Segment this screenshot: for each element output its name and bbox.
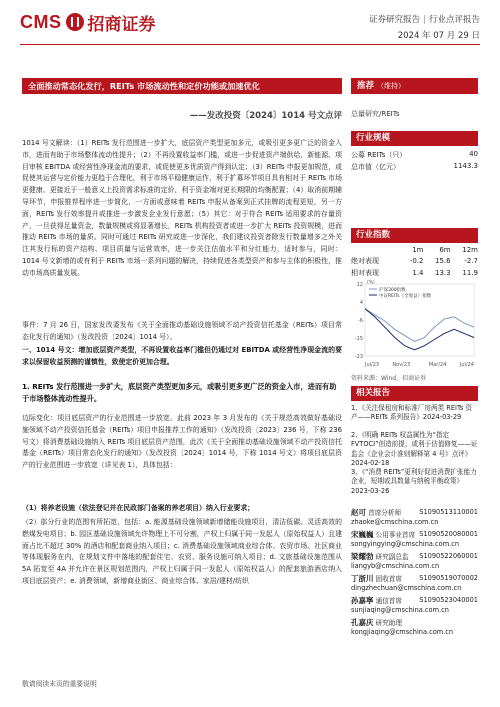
report-header-meta: 证券研究报告 | 行业点评报告 2024 年 07 月 29 日: [369, 12, 480, 44]
related-reports-header: 相关报告: [351, 386, 478, 401]
y-tick-label: 12: [356, 282, 363, 288]
analyst-entry: 丁浙川 固收首席 S1090519070002 dingzhechuan@cmschina.com.cn: [351, 574, 478, 592]
report-category: 总量研究/REITs: [351, 110, 400, 118]
chart-source: 资料来源：Wind，招商证券: [351, 375, 427, 382]
x-tick-label: Jul/23: [365, 362, 380, 368]
related-report-item[interactable]: 3、《“消费 REITs”更利好促进消费扩张能力企业，短期或具数量与纳税平衡政策》2023-03-26: [351, 468, 477, 495]
table-row: 1m 6m 12m: [412, 246, 478, 254]
report-title: 全面推动常态化发行，REITs 市场流动性和定价功能或加速优化: [22, 78, 342, 94]
analyst-email[interactable]: kongjiaqing@cmschina.com.cn: [351, 628, 454, 636]
report-subtitle: ——发改投资〔2024〕1014 号文点评: [189, 111, 342, 121]
analyst-email[interactable]: zhaoke@cmschina.com.cn: [351, 518, 439, 526]
report-date: 2024 年 07 月 29 日: [397, 31, 480, 41]
logo-badge-icon: [66, 13, 84, 31]
industry-scale-row: 公募 REITs（只） 40: [351, 150, 478, 159]
industry-index-header: 行业指数: [351, 228, 478, 243]
legend-label: 中证REITs（全收益）指数: [379, 293, 432, 299]
analyst-entry: 孙嘉寧 通信首席 S1090523040001 sunjiaqing@cmschina.com.cn: [351, 596, 478, 614]
legend-title: (%): [367, 280, 375, 286]
section-heading: 1. REITs 发行范围进一步扩大，底层资产类型更加多元，或吸引更多更广泛的资金入市，进而有助于市场整体流动性提升。: [22, 382, 337, 403]
analyst-email[interactable]: sunjiaqing@cmschina.com.cn: [351, 606, 449, 614]
industry-scale-header: 行业规模: [351, 131, 478, 146]
related-report-item[interactable]: 2、《明确 REITs 权益属性为“指定FVTOCI”创造前提，或利于估值修复——证监会《企业会计准则解释第 4 号》点评》2024-02-18: [351, 431, 478, 468]
summary-paragraph: 1014 号文解读：（1）REITs 发行范围进一步扩大，底层资产类型更加多元，或吸引更多更广泛的资金入市，进而有助于市场整体流动性提升；（2）不再设置收益率门槛，或进一步促进资产端供给，新能源、项目审核 EBITDA 或经营性净现金流的要求，或促使更多优质资产得到认定；（3）REITs 申报更加规范，或促使其运营与定价能力更趋于合理化，利于市场平稳健康运作，利于扩募环节项目具有相对于 REITs 市场更健康、更接近于一般意义上投资需求标准的定价，利于资金端对更长期限的均衡配置；（4）取消前期辅导环节，申报推荐程序进一步简化，一方面或意味着 REITs 申报从备案到正式挂牌的流程更短，另一方面，REITs 发行效率提升或推进一步激发企业发行意愿；（5）其它：对于符合 REITs 适用要求的存量资产，一旦获得足量资金，数量规模或将显著增长，REITs 机构投资者或进一步扩大 REITs 投资规模，进而推动 REITs 市场的量质。同时可通过 REITs 研究或进一步深化，我们建议投资者除发行数量增多之外关注其发行标的资产结构、项目质量与运营效率，进一步关注估值水平和分红能力，适时参与，同时：1014 号文新增的或有利于 REITs 市场一系列问题的解决，持续促进各类型资产和参与主体的积极性，推动市场高质量发展。: [22, 139, 342, 277]
x-tick-label: Jul/24: [459, 362, 474, 368]
analyst-entry: 宋巍巍 公用事业首席 S1090520080001 songyingying@cmschina.com.cn: [351, 530, 478, 548]
report-kind: 行业点评报告: [428, 15, 480, 25]
header-divider: [20, 44, 480, 45]
footer-note: 敬请阅读末页的重要说明: [22, 680, 97, 688]
index-chart: [351, 280, 478, 370]
x-tick-label: Mar/24: [428, 362, 447, 368]
rating-banner: [351, 78, 478, 94]
table-row: 绝对表现 -0.2 15.6 -2.7: [351, 257, 478, 265]
index-chart-svg: [351, 280, 478, 370]
logo-cn-text: 招商证券: [87, 14, 156, 35]
series-line-1: [365, 309, 474, 350]
related-report-item[interactable]: 1、《关注保租房和标准厂房两类 REITs 资产——REITs 系列报告》2024-03-29: [351, 404, 473, 422]
analyst-entry: 孔嘉庆 研究助理 kongjiaqing@cmschina.com.cn: [351, 618, 454, 636]
analyst-entry: 梁耀勃 研究副总监 S1090522060001 liangyb@cmschina.com.cn: [351, 552, 478, 570]
analyst-email[interactable]: songyingying@cmschina.com.cn: [351, 540, 460, 548]
item2-paragraph: （2）部分行业的范围有所拓宽，包括：a. 能源基础设施领域新增储能设施项目，清洁低碳、灵活高效的燃煤发电项目；b. 园区基础设施领域允许物理上不可分割，产权上归属于同一发起人（原始权益人）且建面占比不超过 30% 的酒店和配套商业纳入项目；c. 消费基础设施领域商业综合体、农贸市场、社区商业等体现服务在内，在规划文件中落地的配套住宅、农贸、服务设施可纳入项目；d. 文旅基础设施范围从 5A 拓宽至 4A 并允许在景区规划范围内，产权上归属于同一发起人（原始权益人）的配套旅游酒店纳入项目底层资产；e. 消费领域，新增商业街区、商业综合体、家居/建材/纺织: [22, 518, 342, 585]
industry-scale-row: 总市值（亿元） 1143.3: [351, 162, 478, 171]
item1-paragraph: （1）将养老设施（依法登记并在民政部门备案的养老项目）纳入行业要求；: [22, 504, 255, 512]
x-tick-label: Nov/23: [392, 362, 411, 368]
company-logo: [20, 10, 156, 34]
point1-paragraph: 一、1014 号文：增加底层资产类型，不再设置收益率门槛但仍通过对 EBITDA 或经营性净现金流的要求以保留收益预测的谨慎性，致使定价更加合理。: [22, 346, 342, 366]
y-tick-label: -23: [354, 354, 363, 360]
rating-sub: （维持）: [376, 82, 405, 90]
rating-label: 推荐: [357, 81, 375, 91]
y-tick-label: -6: [358, 318, 363, 324]
report-type: 证券研究报告: [369, 15, 421, 25]
analyst-email[interactable]: dingzhechuan@cmschina.com.cn: [351, 584, 462, 592]
range-paragraph: 边际变化：项目底层资产的行业范围进一步放宽。此前 2023 年 3 月发布的《关于规范高效做好基础设施领域不动产投资信托基金（REITs）项目申报推荐工作的通知》（发改投资〔2023〕236 号，下称 236 号文）将消费基础设施纳入 REITs 项目底层资产范围，此次《关于全面推动基础设施领域不动产投资信托基金（REITs）项目常态化发行的通知》（发改投资〔2024〕1014 号，下称 1014 号文）将项目底层资产的行业范围进一步放宽（详见表 1），具体包括：: [22, 414, 342, 470]
analyst-email[interactable]: liangyb@cmschina.com.cn: [351, 562, 440, 570]
table-row: 相对表现 1.4 13.3 11.9: [351, 269, 478, 277]
analyst-entry: 赵可 首席分析师 S1090513110001 zhaoke@cmschina.com.cn: [351, 508, 478, 526]
logo-text: CMS: [20, 11, 62, 32]
legend-label: 沪深300指数: [379, 287, 406, 293]
y-tick-label: -15: [354, 336, 363, 342]
industry-index-table: [351, 245, 478, 279]
event-paragraph: 事件：7 月 26 日，国家发改委发布《关于全面推动基础设施领域不动产投资信托基金（REITs）项目常态化发行的通知》（发改投资〔2024〕1014 号）。: [22, 321, 342, 341]
y-tick-label: 4: [359, 300, 363, 306]
series-line-0: [365, 309, 474, 342]
